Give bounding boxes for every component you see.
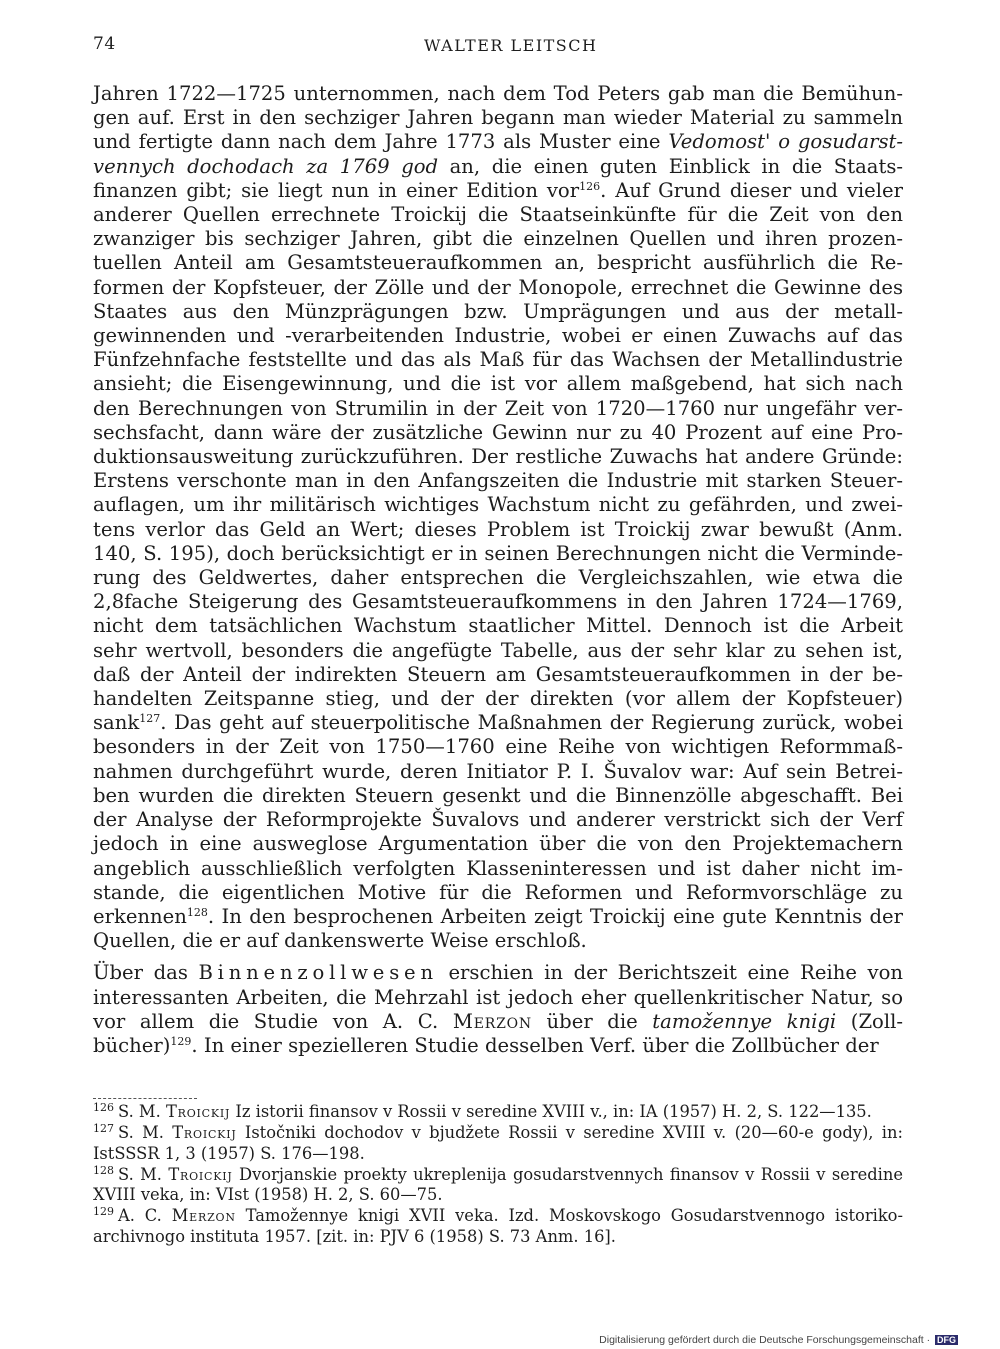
- text-span: Über das: [93, 961, 199, 985]
- text-span: erschien in der Berichtszeit eine Reihe von interessanten Arbeiten, die Mehrzahl ist jedoch eher quellenkritischer Natur, so vor allem die Studie von A. C.: [93, 961, 903, 1033]
- footnote-129: [93, 1206, 903, 1247]
- author-name: Merzon: [452, 1009, 532, 1033]
- text-span: . Auf Grund dieser und vieler anderer Quellen errechnete Troickij die Staatseinkünfte für die Zeit von den zwanziger bis sechziger Jahren, gibt die einzelnen Quellen und ihren prozen-tuellen Anteil am Gesamtsteueraufkommen an, bespricht ausführlich die Re-formen der Kopfsteuer, der Zölle und der Monopole, errechnet die Gewinne des Staates aus den Münzprägungen bzw. Umprägungen und aus der metall-gewinnenden und -verarbeitenden Industrie, wobei er einen Zuwachs auf das Fünfzehnfache feststellte und das als Maß für das Wachsen der Metallindustrie ansieht; die Eisengewinnung, und die ist vor allem maßgebend, hat sich nach den Berechnungen von Strumilin in der Zeit von 1720—1760 nur ungefähr ver-sechsfacht, dann wäre der zusätzliche Gewinn nur zu 40 Prozent auf eine Pro-duktionsausweitung zurückzuführen. Der restliche Zuwachs hat andere Gründe: Erstens verschonte man in den Anfangszeiten die Industrie mit starken Steuer-auflagen, um ihr militärisch wichtiges Wachstum nicht zu gefährden, und zwei-tens verlor das Geld an Wert; dieses Problem ist Troickij zwar bewußt (Anm. 140, S. 195), doch berücksichtigt er in seinen Berechnungen nicht die Verminde-rung des Geldwertes, daher entsprechen die Vergleichszahlen, wie etwa die 2,8fache Steigerung des Gesamtsteueraufkommens in den Jahren 1724—1769, nicht dem tatsächlichen Wachstum staatlicher Mittel. Dennoch ist die Arbeit sehr wertvoll, besonders die angefügte Tabelle, aus der sehr klar zu sehen ist, daß der Anteil der indirekten Steuern am Gesamtsteueraufkommen in der be-handelten Zeitspanne stieg, und der der direkten (vor allem der Kopfsteuer) sank: [93, 178, 903, 735]
- text-span: S. M.: [118, 1102, 166, 1121]
- text-span: . In einer spezielleren Studie desselben Verf. über die Zollbücher der: [191, 1033, 879, 1057]
- running-head: WALTER LEITSCH: [424, 36, 598, 55]
- footnote-divider: [93, 1098, 197, 1099]
- text-span: Tamožennye knigi XVII veka. Izd. Moskovskogo Gosudarstvennogo istoriko-archivnogo instituta 1957. [zit. in: PJV 6 (1958) S. 73 Anm. 16].: [93, 1206, 903, 1246]
- footnote-number: 127: [93, 1122, 114, 1136]
- text-span: Dvorjanskie proekty ukreplenija gosudarstvennych finansov v Rossii v seredine XVIII veka, in: VIst (1958) H. 2, S. 60—75.: [93, 1164, 903, 1205]
- footnote-126: [93, 1102, 903, 1122]
- dfg-logo-icon: DFG: [937, 1335, 956, 1346]
- text-span: A. C.: [118, 1206, 172, 1226]
- author-name: Merzon: [171, 1206, 236, 1226]
- digitization-credit: [599, 1334, 958, 1346]
- text-span: . In den besprochenen Arbeiten zeigt Troickij eine gute Kenntnis der Quellen, die er auf dankenswerte Weise erschloß.: [93, 904, 903, 953]
- footnote-128: [93, 1165, 903, 1206]
- author-name: Troickij: [168, 1164, 233, 1184]
- text-span: S. M.: [118, 1123, 173, 1143]
- footnotes: [93, 1102, 903, 1248]
- footnote-number: 128: [93, 1163, 114, 1177]
- italic-title: tamožennye knigi: [652, 1009, 837, 1033]
- credit-text: Digitalisierung gefördert durch die Deutsche Forschungsgemeinschaft ·: [599, 1334, 931, 1346]
- footnote-ref[interactable]: 126: [579, 179, 601, 193]
- italic-title: Vedomost' o gosudarst-vennych dochodach za 1769 god: [93, 130, 904, 178]
- footnote-ref[interactable]: 129: [170, 1034, 192, 1048]
- paragraph-1: [93, 82, 903, 953]
- text-span: über die: [531, 1009, 653, 1033]
- paragraph-2: [93, 961, 903, 1058]
- body-text: [93, 82, 903, 1058]
- spaced-term: Binnenzollwesen: [198, 961, 438, 985]
- text-span: (Zoll-bücher): [93, 1009, 904, 1057]
- text-span: Istočniki dochodov v bjudžete Rossii v seredine XVIII v. (20—60-e gody), in: IstSSSR 1, 3 (1957) S. 176—198.: [93, 1123, 903, 1163]
- text-span: . Das geht auf steuerpolitische Maßnahmen der Regierung zurück, wobei besonders in der Zeit von 1750—1760 eine Reihe von wichtigen Reformmaß-nahmen durchgeführt wurde, deren Initiator P. I. Šuvalov war: Auf sein Betrei-ben wurden die direkten Steuern gesenkt und die Binnenzölle abgeschafft. Bei der Analyse der Reformprojekte Šuvalovs und anderer verstrickt sich der Verf jedoch in eine ausweglose Argumentation über die von den Projektemachern angeblich ausschließlich verfolgten Klasseninteressen und ist daher nicht im-stande, die eigentlichen Motive für die Reformen und Reformvorschläge zu erkennen: [93, 711, 903, 928]
- text-span: Iz istorii finansov v Rossii v seredine XVIII v., in: IA (1957) H. 2, S. 122—135.: [230, 1102, 872, 1121]
- page-number: 74: [93, 34, 116, 54]
- footnote-127: [93, 1123, 903, 1164]
- text-span: Jahren 1722—1725 unternommen, nach dem Tod Peters gab man die Bemühun-gen auf. Erst in den sechziger Jahren begann man wieder Material zu sammeln und fertigte dann nach dem Jahre 1773 als Muster eine: [93, 82, 903, 154]
- footnote-ref[interactable]: 127: [139, 712, 161, 726]
- author-name: Troickij: [172, 1123, 237, 1143]
- text-span: an, die einen guten Einblick in die Staats-finanzen gibt; sie liegt nun in einer Edition vor: [93, 154, 903, 202]
- text-span: S. M.: [118, 1164, 169, 1184]
- footnote-ref[interactable]: 128: [186, 905, 208, 919]
- footnote-number: 126: [93, 1101, 114, 1114]
- author-name: Troickij: [165, 1102, 231, 1121]
- footnote-number: 129: [93, 1205, 114, 1219]
